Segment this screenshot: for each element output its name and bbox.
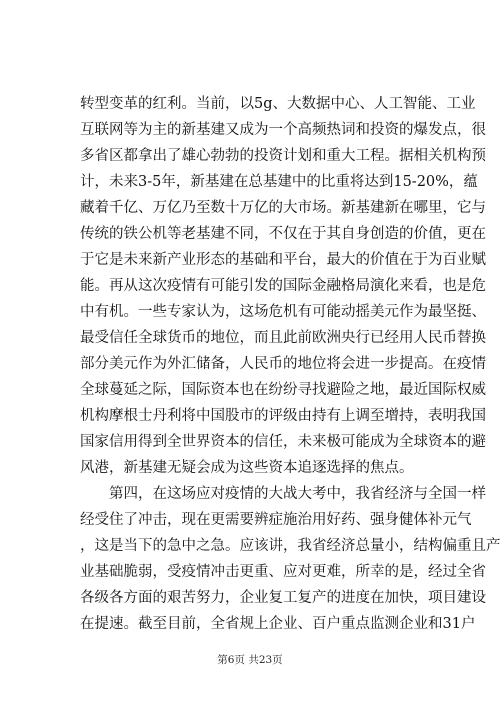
text-line: 藏着千亿、万亿乃至数十万亿的大市场。新基建新在哪里，它与 bbox=[80, 200, 486, 216]
text-line: 传统的铁公机等老基建不同，不仅在于其自身创造的价值，更在 bbox=[80, 226, 486, 242]
text-line: 转型变革的红利。当前，以5g、大数据中心、人工智能、工业 bbox=[80, 96, 476, 112]
text-line: 第四，在这场应对疫情的大战大考中，我省经济与全国一样 bbox=[80, 486, 486, 502]
text-line: 中有机。一些专家认为，这场危机有可能动摇美元作为最坚挺、 bbox=[80, 304, 486, 320]
text-line: ，这是当下的急中之急。应该讲，我省经济总量小，结构偏重且产 bbox=[80, 538, 500, 554]
text-line: 于它是未来新产业形态的基础和平台，最大的价值在于为百业赋 bbox=[80, 252, 486, 268]
text-line: 全球蔓延之际，国际资本也在纷纷寻找避险之地，最近国际权威 bbox=[80, 382, 486, 398]
text-line: 国家信用得到全世界资本的信任，未来极可能成为全球资本的避 bbox=[80, 434, 486, 450]
text-line: 能。再从这次疫情有可能引发的国际金融格局演化来看，也是危 bbox=[80, 278, 486, 294]
text-line: 机构摩根士丹利将中国股市的评级由持有上调至增持，表明我国 bbox=[80, 408, 486, 424]
text-line: 互联网等为主的新基建又成为一个高频热词和投资的爆发点，很 bbox=[80, 122, 486, 138]
text-line: 最受信任全球货币的地位，而且此前欧洲央行已经用人民币替换 bbox=[80, 330, 486, 346]
text-line: 在提速。截至目前，全省规上企业、百户重点监测企业和31户 bbox=[80, 616, 476, 632]
text-line: 各级各方面的艰苦努力，企业复工复产的进度在加快，项目建设 bbox=[80, 590, 486, 606]
text-line: 计，未来3-5年，新基建在总基建中的比重将达到15-20%，蕴 bbox=[80, 174, 478, 190]
page-number-footer: 第6页 共23页 bbox=[217, 654, 283, 666]
text-line: 业基础脆弱，受疫情冲击更重、应对更难，所幸的是，经过全省 bbox=[80, 564, 486, 580]
text-line: 风港，新基建无疑会成为这些资本追逐选择的焦点。 bbox=[80, 460, 414, 476]
text-line: 部分美元作为外汇储备，人民币的地位将会进一步提高。在疫情 bbox=[80, 356, 486, 372]
text-line: 经受住了冲击，现在更需要辨症施治用好药、强身健体补元气 bbox=[80, 512, 472, 528]
text-line: 多省区都拿出了雄心勃勃的投资计划和重大工程。据相关机构预 bbox=[80, 148, 486, 164]
